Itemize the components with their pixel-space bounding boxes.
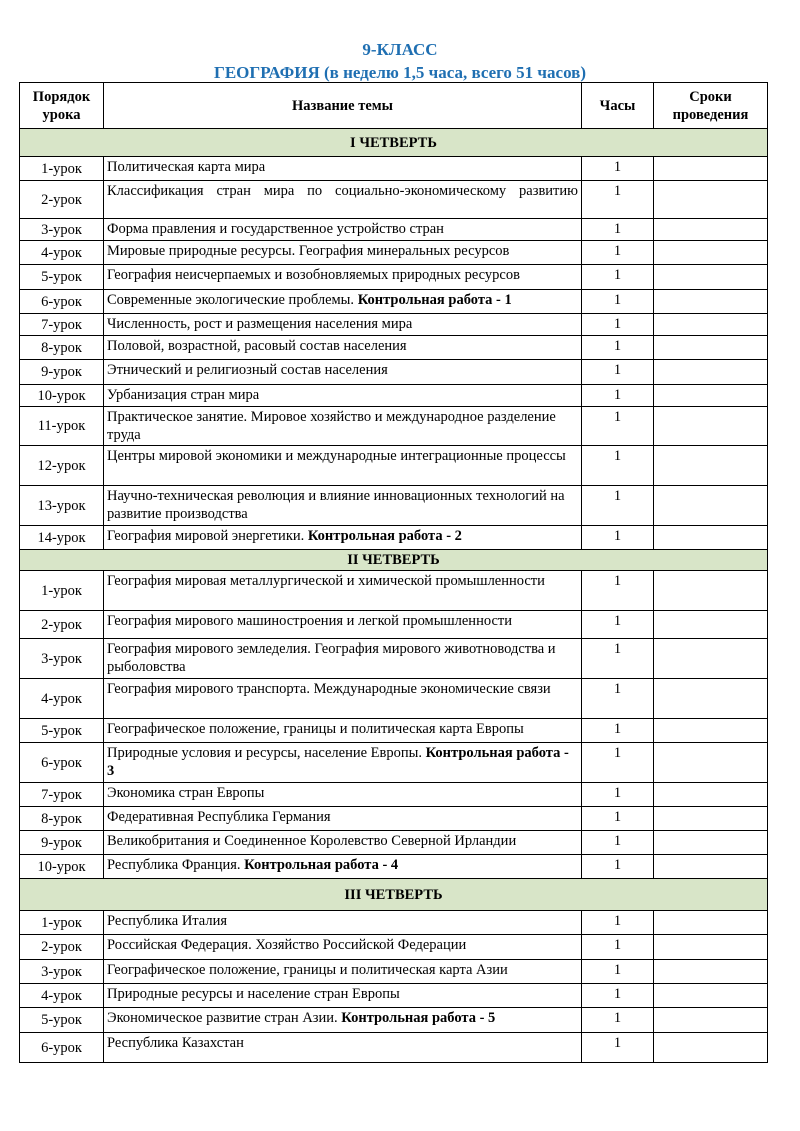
lesson-dates-cell[interactable] [654, 219, 768, 241]
col-header-hours: Часы [582, 83, 654, 129]
lesson-topic [104, 1008, 582, 1033]
lesson-topic-text: Экономика стран Европы [107, 785, 265, 801]
table-row [20, 526, 768, 550]
lesson-hours: 1 [582, 743, 654, 783]
lesson-topic-text: Численность, рост и размещения населения мира [107, 316, 413, 332]
lesson-dates-cell[interactable] [654, 407, 768, 446]
lesson-dates-cell[interactable] [654, 265, 768, 290]
lesson-dates-cell[interactable] [654, 935, 768, 960]
lesson-topic-text: Республика Казахстан [107, 1035, 244, 1051]
control-work-label: Контрольная работа - 4 [244, 857, 399, 873]
table-row [20, 984, 768, 1008]
lesson-number: 10-урок [20, 385, 104, 407]
lesson-hours: 1 [582, 855, 654, 879]
lesson-topic-text: География мировой энергетики. [107, 528, 308, 544]
lesson-topic [104, 935, 582, 960]
lesson-dates-cell[interactable] [654, 807, 768, 831]
lesson-number: 6-урок [20, 1033, 104, 1063]
table-row [20, 241, 768, 265]
lesson-hours: 1 [582, 486, 654, 526]
table-row [20, 219, 768, 241]
table-row [20, 855, 768, 879]
table-row [20, 181, 768, 219]
lesson-hours: 1 [582, 265, 654, 290]
lesson-dates-cell[interactable] [654, 984, 768, 1008]
table-row [20, 679, 768, 719]
lesson-topic [104, 157, 582, 181]
lesson-dates-cell[interactable] [654, 911, 768, 935]
lesson-topic-text: География неисчерпаемых и возобновляемых природных ресурсов [107, 267, 520, 283]
lesson-hours: 1 [582, 935, 654, 960]
table-row [20, 1033, 768, 1063]
lesson-number: 3-урок [20, 219, 104, 241]
table-row [20, 911, 768, 935]
control-work-label: Контрольная работа - 2 [307, 528, 462, 544]
lesson-dates-cell[interactable] [654, 486, 768, 526]
lesson-topic-text: География мирового земледелия. География мирового животноводства и рыболовства [107, 641, 556, 675]
lesson-dates-cell[interactable] [654, 1033, 768, 1063]
lesson-dates-cell[interactable] [654, 385, 768, 407]
lesson-hours: 1 [582, 611, 654, 639]
lesson-hours: 1 [582, 960, 654, 984]
lesson-hours: 1 [582, 679, 654, 719]
table-row [20, 935, 768, 960]
lesson-topic-text: Российская Федерация. Хозяйство Российской Федерации [107, 937, 467, 953]
lesson-topic-text: Федеративная Республика Германия [107, 809, 331, 825]
lesson-topic [104, 1033, 582, 1063]
lesson-dates-cell[interactable] [654, 960, 768, 984]
lesson-topic [104, 960, 582, 984]
lesson-number: 8-урок [20, 336, 104, 360]
lesson-topic [104, 385, 582, 407]
lesson-topic-text: Практическое занятие. Мировое хозяйство и международное разделение труда [107, 409, 556, 443]
document-subject-title: ГЕОГРАФИЯ (в неделю 1,5 часа, всего 51 часов) [214, 63, 586, 82]
lesson-topic [104, 719, 582, 743]
lesson-topic-text: Научно-техническая революция и влияние инновационных технологий на развитие производства [107, 488, 565, 522]
lesson-hours: 1 [582, 385, 654, 407]
lesson-topic-text: Республика Франция. [107, 857, 245, 873]
table-row [20, 407, 768, 446]
control-work-label: Контрольная работа - 3 [107, 745, 569, 779]
lesson-hours: 1 [582, 157, 654, 181]
lesson-hours: 1 [582, 1008, 654, 1033]
table-row [20, 571, 768, 611]
table-row [20, 290, 768, 314]
lesson-topic [104, 336, 582, 360]
lesson-dates-cell[interactable] [654, 360, 768, 385]
lesson-number: 14-урок [20, 526, 104, 550]
table-row [20, 831, 768, 855]
lesson-topic [104, 526, 582, 550]
lesson-topic [104, 290, 582, 314]
lesson-topic [104, 611, 582, 639]
table-row [20, 265, 768, 290]
lesson-topic-text: Республика Италия [107, 913, 228, 929]
lesson-topic [104, 679, 582, 719]
lesson-hours: 1 [582, 407, 654, 446]
lesson-topic-text: Половой, возрастной, расовый состав населения [107, 338, 407, 354]
table-row [20, 960, 768, 984]
lesson-hours: 1 [582, 807, 654, 831]
table-row [20, 157, 768, 181]
lesson-topic [104, 783, 582, 807]
lesson-hours: 1 [582, 181, 654, 219]
lesson-number: 3-урок [20, 960, 104, 984]
quarter-header-row [20, 550, 768, 571]
lesson-number: 5-урок [20, 1008, 104, 1033]
lesson-hours: 1 [582, 360, 654, 385]
lesson-number: 6-урок [20, 290, 104, 314]
lesson-dates-cell[interactable] [654, 526, 768, 550]
lesson-topic [104, 219, 582, 241]
lesson-number: 9-урок [20, 360, 104, 385]
lesson-dates-cell[interactable] [654, 336, 768, 360]
table-row [20, 807, 768, 831]
lesson-dates-cell[interactable] [654, 290, 768, 314]
table-row [20, 486, 768, 526]
lesson-hours: 1 [582, 639, 654, 679]
lesson-topic [104, 911, 582, 935]
table-row [20, 446, 768, 486]
lesson-topic [104, 407, 582, 446]
lesson-dates-cell[interactable] [654, 743, 768, 783]
lesson-dates-cell[interactable] [654, 783, 768, 807]
table-row [20, 360, 768, 385]
lesson-number: 10-урок [20, 855, 104, 879]
control-work-label: Контрольная работа - 5 [341, 1010, 496, 1026]
table-row [20, 1008, 768, 1033]
lesson-number: 2-урок [20, 935, 104, 960]
lesson-number: 1-урок [20, 571, 104, 611]
lesson-dates-cell[interactable] [654, 157, 768, 181]
lesson-dates-cell[interactable] [654, 446, 768, 486]
lesson-topic-text: Современные экологические проблемы. [107, 292, 358, 308]
lesson-dates-cell[interactable] [654, 314, 768, 336]
lesson-topic-text: Этнический и религиозный состав населения [107, 362, 388, 378]
lesson-number: 6-урок [20, 743, 104, 783]
lesson-topic [104, 831, 582, 855]
lesson-hours: 1 [582, 219, 654, 241]
lesson-dates-cell[interactable] [654, 611, 768, 639]
quarter-label: III ЧЕТВЕРТЬ [20, 879, 768, 911]
table-row [20, 314, 768, 336]
lesson-dates-cell[interactable] [654, 1008, 768, 1033]
lesson-topic-text: Природные ресурсы и население стран Европы [107, 986, 400, 1002]
lesson-topic-text: Мировые природные ресурсы. География минеральных ресурсов [107, 243, 510, 259]
lesson-plan-table [19, 82, 768, 1063]
lesson-topic [104, 314, 582, 336]
lesson-dates-cell[interactable] [654, 241, 768, 265]
lesson-hours: 1 [582, 314, 654, 336]
lesson-number: 4-урок [20, 679, 104, 719]
lesson-plan-body [20, 129, 768, 1063]
lesson-hours: 1 [582, 719, 654, 743]
quarter-header-row [20, 129, 768, 157]
lesson-number: 13-урок [20, 486, 104, 526]
lesson-topic [104, 265, 582, 290]
lesson-number: 1-урок [20, 911, 104, 935]
lesson-topic [104, 241, 582, 265]
lesson-topic-text: Классификация стран мира по социально-экономическому развитию [107, 183, 578, 199]
table-row [20, 385, 768, 407]
lesson-hours: 1 [582, 831, 654, 855]
lesson-number: 1-урок [20, 157, 104, 181]
quarter-label: II ЧЕТВЕРТЬ [20, 550, 768, 571]
lesson-number: 4-урок [20, 241, 104, 265]
lesson-number: 2-урок [20, 181, 104, 219]
lesson-hours: 1 [582, 1033, 654, 1063]
lesson-topic-text: Политическая карта мира [107, 159, 266, 175]
table-row [20, 611, 768, 639]
lesson-dates-cell[interactable] [654, 719, 768, 743]
table-row [20, 639, 768, 679]
lesson-dates-cell[interactable] [654, 679, 768, 719]
lesson-number: 5-урок [20, 265, 104, 290]
lesson-topic-text: География мирового машиностроения и легкой промышленности [107, 613, 512, 629]
quarter-header-row [20, 879, 768, 911]
lesson-topic [104, 486, 582, 526]
lesson-topic-text: География мирового транспорта. Международные экономические связи [107, 681, 551, 697]
control-work-label: Контрольная работа - 1 [357, 292, 512, 308]
document-class-title: 9-КЛАСС [362, 40, 438, 59]
lesson-topic-text: Великобритания и Соединенное Королевство Северной Ирландии [107, 833, 517, 849]
lesson-dates-cell[interactable] [654, 571, 768, 611]
lesson-dates-cell[interactable] [654, 639, 768, 679]
table-row [20, 336, 768, 360]
lesson-topic-text: Урбанизация стран мира [107, 387, 260, 403]
col-header-dates: Сроки проведения [654, 83, 768, 129]
quarter-label: I ЧЕТВЕРТЬ [20, 129, 768, 157]
lesson-number: 4-урок [20, 984, 104, 1008]
lesson-number: 2-урок [20, 611, 104, 639]
lesson-number: 7-урок [20, 783, 104, 807]
lesson-topic-text: География мировая металлургической и химической промышленности [107, 573, 545, 589]
lesson-hours: 1 [582, 446, 654, 486]
lesson-hours: 1 [582, 336, 654, 360]
lesson-topic [104, 360, 582, 385]
lesson-number: 9-урок [20, 831, 104, 855]
lesson-topic-text: Форма правления и государственное устройство стран [107, 221, 444, 237]
lesson-number: 12-урок [20, 446, 104, 486]
lesson-hours: 1 [582, 241, 654, 265]
table-header-row [20, 83, 768, 129]
lesson-hours: 1 [582, 290, 654, 314]
lesson-topic-text: Географическое положение, границы и политическая карта Азии [107, 962, 508, 978]
lesson-topic [104, 807, 582, 831]
lesson-hours: 1 [582, 911, 654, 935]
lesson-topic [104, 984, 582, 1008]
lesson-number: 5-урок [20, 719, 104, 743]
lesson-topic [104, 181, 582, 219]
lesson-hours: 1 [582, 783, 654, 807]
lesson-hours: 1 [582, 571, 654, 611]
table-row [20, 719, 768, 743]
table-row [20, 783, 768, 807]
col-header-topic: Название темы [104, 83, 582, 129]
table-row [20, 743, 768, 783]
lesson-topic-text: Центры мировой экономики и международные интеграционные процессы [107, 448, 566, 464]
lesson-topic [104, 639, 582, 679]
lesson-topic-text: Экономическое развитие стран Азии. [107, 1010, 342, 1026]
lesson-number: 8-урок [20, 807, 104, 831]
lesson-dates-cell[interactable] [654, 831, 768, 855]
lesson-topic [104, 855, 582, 879]
lesson-hours: 1 [582, 526, 654, 550]
lesson-hours: 1 [582, 984, 654, 1008]
lesson-topic [104, 743, 582, 783]
lesson-topic-text: Географическое положение, границы и политическая карта Европы [107, 721, 524, 737]
lesson-dates-cell[interactable] [654, 855, 768, 879]
lesson-dates-cell[interactable] [654, 181, 768, 219]
col-header-order: Порядок урока [20, 83, 104, 129]
lesson-topic-text: Природные условия и ресурсы, население Европы. [107, 745, 426, 761]
lesson-number: 7-урок [20, 314, 104, 336]
lesson-number: 3-урок [20, 639, 104, 679]
lesson-topic [104, 571, 582, 611]
lesson-topic [104, 446, 582, 486]
lesson-number: 11-урок [20, 407, 104, 446]
